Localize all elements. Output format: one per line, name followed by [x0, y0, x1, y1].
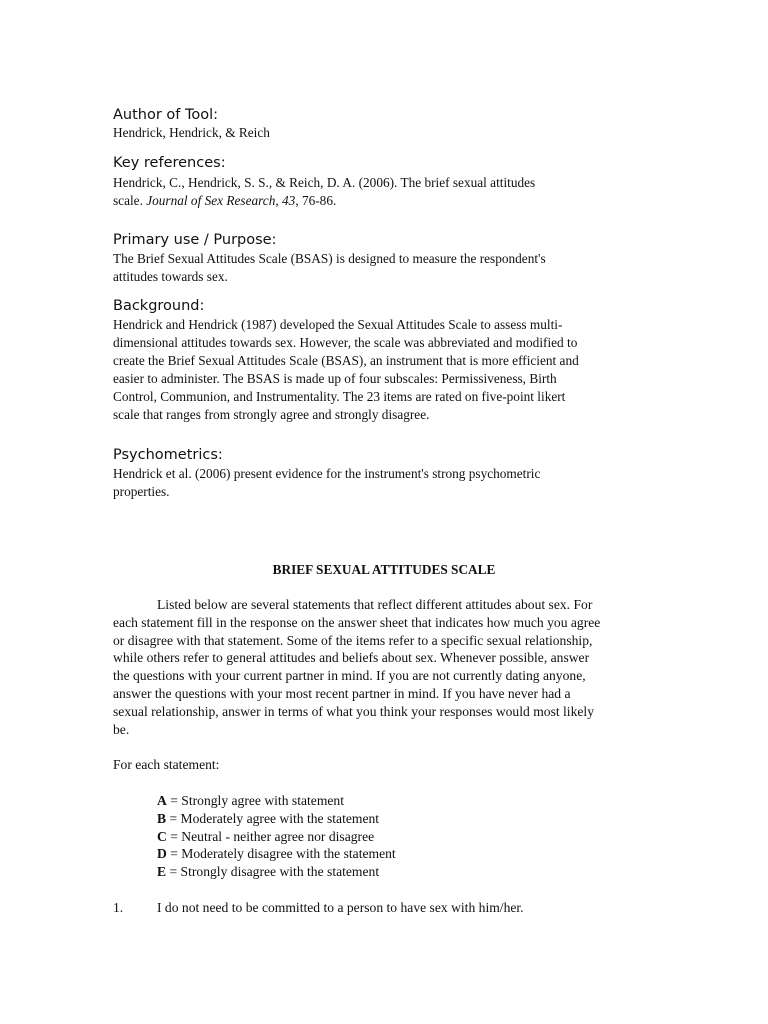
scale-title: BRIEF SEXUAL ATTITUDES SCALE — [272, 562, 496, 577]
purpose-heading: Primary use / Purpose: — [113, 232, 277, 248]
psychometrics-line: properties. — [113, 484, 170, 499]
background-line: Control, Communion, and Instrumentality. The 23 items are rated on five-point likert — [113, 389, 566, 404]
reference-line — [113, 192, 633, 210]
instruction-line: be. — [113, 721, 130, 737]
instruction-line: sexual relationship, answer in terms of what you think your responses would most likely — [113, 703, 594, 719]
author-text: Hendrick, Hendrick, & Reich — [113, 125, 270, 140]
journal-pages: , 76-86. — [295, 193, 337, 208]
option-key: C — [157, 828, 167, 844]
background-line: easier to administer. The BSAS is made up of four subscales: Permissiveness, Birth — [113, 371, 557, 386]
option-text: = Strongly disagree with the statement — [166, 864, 380, 880]
references-text — [113, 174, 633, 210]
option-key: A — [157, 793, 167, 808]
background-line: create the Brief Sexual Attitudes Scale (BSAS), an instrument that is more efficient and — [113, 353, 579, 368]
psychometrics-text — [113, 465, 633, 501]
instruction-line: answer the questions with your most recent partner in mind. If you have never had a — [113, 685, 571, 701]
psychometrics-line: Hendrick et al. (2006) present evidence for the instrument's strong psychometric — [113, 466, 541, 481]
background-line: scale that ranges from strongly agree and strongly disagree. — [113, 407, 430, 422]
for-each-label: For each statement: — [113, 757, 220, 772]
scale-instructions — [113, 596, 658, 738]
option-text: = Strongly agree with statement — [166, 793, 344, 808]
author-heading: Author of Tool: — [113, 107, 219, 123]
reference-line: Hendrick, C., Hendrick, S. S., & Reich, D. A. (2006). The brief sexual attitudes — [113, 175, 536, 190]
instruction-line: or disagree with that statement. Some of the items refer to a specific sexual relationship, — [113, 632, 593, 648]
response-option — [157, 810, 396, 828]
purpose-line: attitudes towards sex. — [113, 269, 228, 284]
background-heading: Background: — [113, 298, 205, 314]
journal-volume: 43 — [282, 193, 296, 208]
response-option — [157, 792, 396, 810]
journal-name: Journal of Sex Research — [146, 193, 276, 208]
background-line: Hendrick and Hendrick (1987) developed the Sexual Attitudes Scale to assess multi- — [113, 317, 563, 332]
references-heading: Key references: — [113, 155, 226, 171]
psychometrics-heading: Psychometrics: — [113, 447, 223, 463]
response-option — [157, 863, 396, 881]
scale-item — [113, 899, 524, 917]
item-text: I do not need to be committed to a person to have sex with him/her. — [157, 900, 524, 915]
option-text: = Moderately disagree with the statement — [166, 846, 396, 862]
instruction-line: while others refer to general attitudes and beliefs about sex. Whenever possible, answer — [113, 650, 590, 666]
response-option — [157, 828, 396, 846]
instruction-line: the questions with your current partner in mind. If you are not currently dating anyone, — [113, 668, 586, 684]
option-key: D — [157, 846, 167, 862]
option-key: E — [157, 864, 167, 880]
purpose-text — [113, 250, 633, 286]
response-options — [157, 792, 396, 881]
option-text: = Moderately agree with the statement — [166, 810, 380, 826]
instruction-line: each statement fill in the response on the answer sheet that indicates how much you agree — [113, 614, 601, 630]
purpose-line: The Brief Sexual Attitudes Scale (BSAS) is designed to measure the respondent's — [113, 251, 546, 266]
option-key: B — [157, 810, 167, 826]
instruction-line: Listed below are several statements that reflect different attitudes about sex. For — [157, 597, 593, 612]
background-line: dimensional attitudes towards sex. However, the scale was abbreviated and modified to — [113, 335, 578, 350]
reference-sep: , — [275, 193, 283, 208]
background-text — [113, 316, 633, 424]
reference-prefix: scale. — [113, 193, 147, 208]
option-text: = Neutral - neither agree nor disagree — [166, 828, 375, 844]
response-option — [157, 845, 396, 863]
item-number: 1. — [113, 900, 124, 915]
